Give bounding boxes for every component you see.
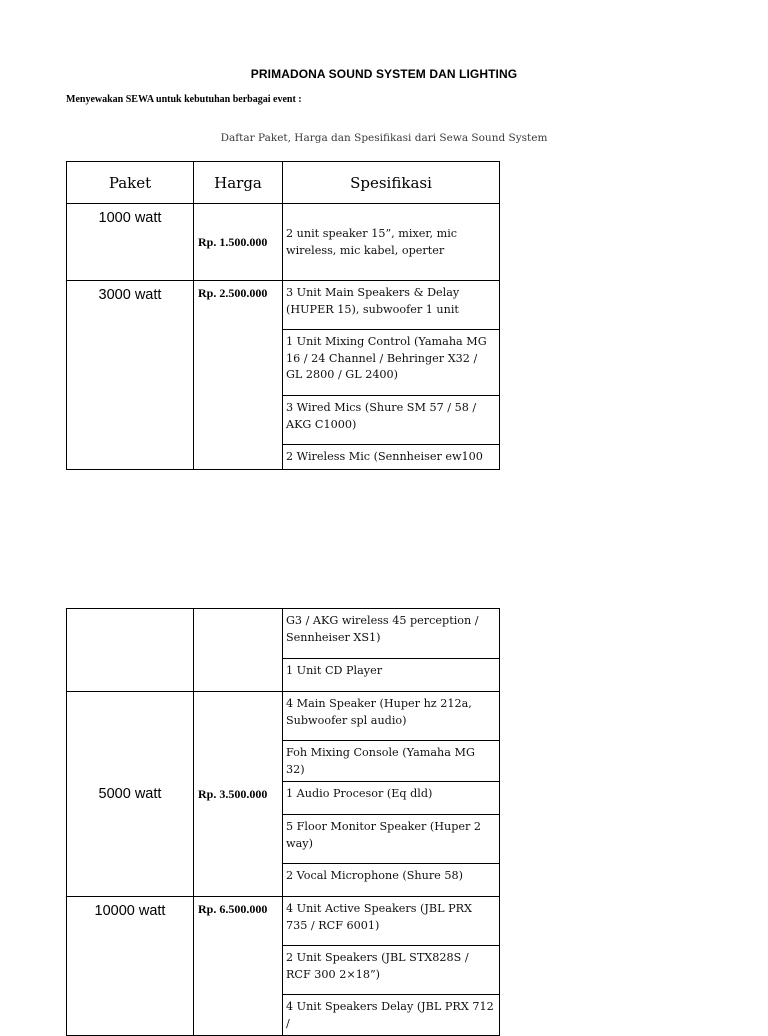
package-spec: 4 Unit Speakers Delay (JBL PRX 712 / [283,995,500,1036]
package-spec: 3 Wired Mics (Shure SM 57 / 58 / AKG C1000) [283,396,500,445]
package-name: 10000 watt [67,897,194,1036]
package-name: 3000 watt [67,281,194,470]
package-name-continued [67,609,194,692]
package-spec: 5 Floor Monitor Speaker (Huper 2 way) [283,815,500,864]
header-paket: Paket [67,162,194,204]
table-caption: Daftar Paket, Harga dan Spesifikasi dari Sewa Sound System [220,132,548,144]
package-spec: 1 Unit Mixing Control (Yamaha MG 16 / 24 Channel / Behringer X32 / GL 2800 / GL 2400) [283,330,500,396]
package-name: 1000 watt [67,204,194,281]
package-spec: 1 Unit CD Player [283,659,500,692]
table-row [67,692,500,741]
document-title: PRIMADONA SOUND SYSTEM DAN LIGHTING [250,67,518,81]
package-spec: 2 Unit Speakers (JBL STX828S / RCF 300 2×18”) [283,946,500,995]
package-spec: Foh Mixing Console (Yamaha MG 32) [283,741,500,782]
package-spec: 1 Audio Procesor (Eq dld) [283,782,500,815]
table-row [67,204,500,281]
package-price: Rp. 3.500.000 [194,692,283,897]
package-price: Rp. 6.500.000 [194,897,283,1036]
price-table-part-1 [66,161,500,470]
document-subtitle: Menyewakan SEWA untuk kebutuhan berbagai event : [66,94,302,105]
package-price: Rp. 2.500.000 [194,281,283,470]
header-spesifikasi: Spesifikasi [283,162,500,204]
package-spec: 4 Main Speaker (Huper hz 212a, Subwoofer spl audio) [283,692,500,741]
package-spec: 2 unit speaker 15”, mixer, mic wireless, mic kabel, operter [283,204,500,281]
table-row [67,281,500,330]
package-price: Rp. 1.500.000 [194,204,283,281]
table-row [67,609,500,659]
package-name: 5000 watt [67,692,194,897]
package-spec: 4 Unit Active Speakers (JBL PRX 735 / RCF 6001) [283,897,500,946]
price-table-part-2 [66,608,500,1036]
table-row [67,897,500,946]
package-spec: 3 Unit Main Speakers & Delay (HUPER 15), subwoofer 1 unit [283,281,500,330]
package-spec: G3 / AKG wireless 45 perception / Sennheiser XS1) [283,609,500,659]
package-price-continued [194,609,283,692]
table-header-row [67,162,500,204]
header-harga: Harga [194,162,283,204]
package-spec: 2 Vocal Microphone (Shure 58) [283,864,500,897]
package-spec: 2 Wireless Mic (Sennheiser ew100 [283,445,500,470]
